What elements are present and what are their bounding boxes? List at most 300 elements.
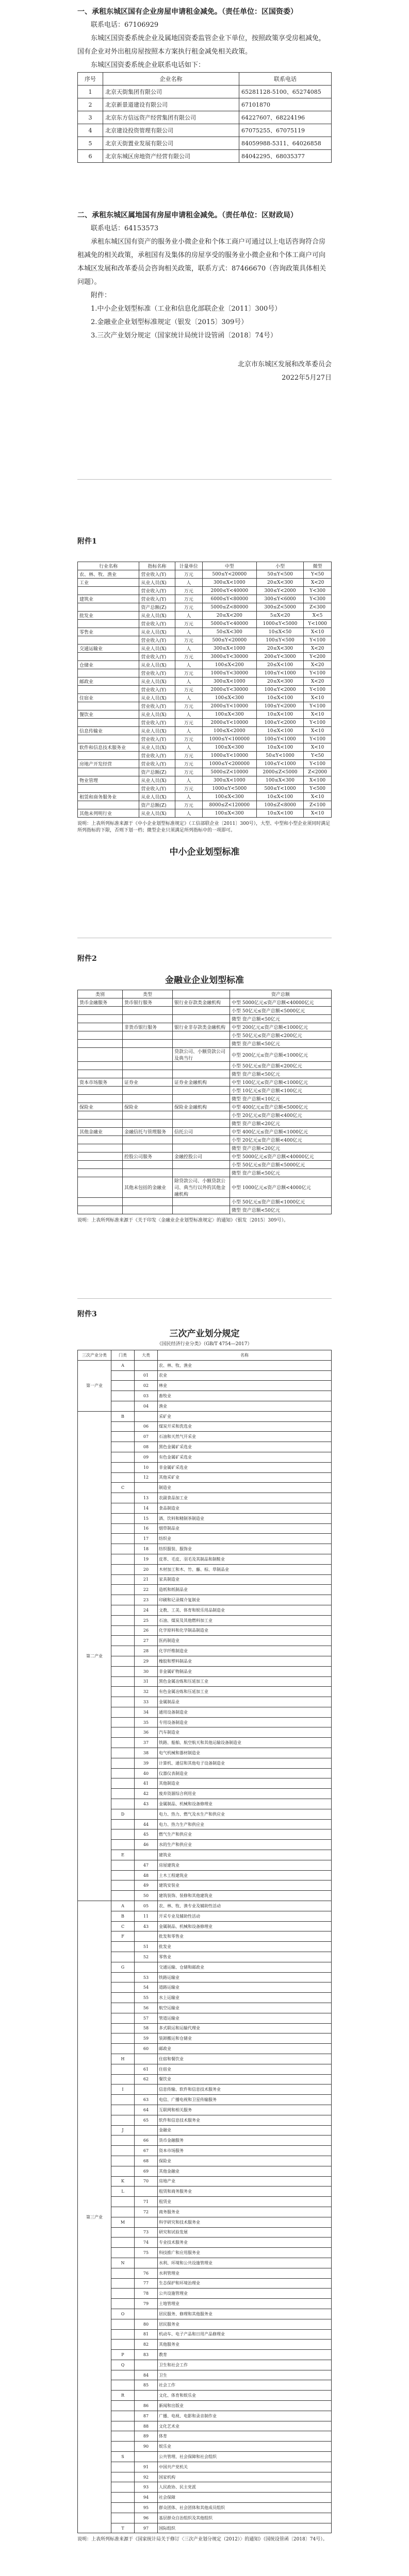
- table-cell: 新闻和出版业: [158, 2401, 332, 2411]
- table-cell: 人: [175, 694, 202, 702]
- table-cell: [135, 2084, 158, 2095]
- table-cell: Z<100: [304, 801, 332, 809]
- table-header-cell: 中型: [202, 562, 256, 570]
- table-cell: 31: [135, 1676, 158, 1687]
- table-cell: 20≤X<100: [256, 661, 303, 669]
- table-row: [78, 2023, 332, 2033]
- table-row: [78, 1144, 332, 1153]
- table-header-cell: 行业名称: [78, 562, 139, 570]
- table-row: [78, 1544, 332, 1554]
- table-cell: [173, 1120, 230, 1128]
- table-cell: 货币金融服务: [158, 2136, 332, 2146]
- table-cell: G: [111, 1962, 135, 1972]
- table-cell: [111, 2023, 135, 2033]
- table-row: [78, 2309, 332, 2319]
- table-cell: 56: [135, 2003, 158, 2013]
- table-cell: 货币银行服务: [123, 998, 173, 1007]
- table-cell: [78, 1015, 123, 1023]
- table-row: [78, 776, 332, 785]
- table-cell: R: [111, 2391, 135, 2401]
- table-cell: 北京天街置业发展有限公司: [103, 137, 239, 150]
- table-row: [78, 2360, 332, 2370]
- table-cell: 人: [175, 579, 202, 587]
- table-cell: [111, 2340, 135, 2350]
- table-cell: 100≤X<2000: [202, 727, 256, 735]
- table-cell: 82: [135, 2340, 158, 2350]
- table-row: [78, 1031, 332, 1040]
- table-row: [78, 1153, 332, 1161]
- table-cell: [111, 2299, 135, 2309]
- attachment-ref-1: 1.中小企业划型标准（工业和信息化部联企业〔2011〕300号）: [91, 305, 282, 313]
- table-row: [78, 1840, 332, 1850]
- table-cell: 39: [135, 1758, 158, 1768]
- annex-1-label: 附件1: [77, 537, 97, 546]
- table-cell: 万元: [175, 595, 202, 603]
- table-cell: [111, 1942, 135, 1952]
- table-cell: 教育: [158, 2350, 332, 2360]
- table-cell: 租赁和商务服务业: [158, 2187, 332, 2197]
- table-cell: [173, 1161, 230, 1169]
- table-cell: 100≤X<300: [202, 743, 256, 752]
- table-cell: [123, 1062, 173, 1070]
- table-row: [78, 2044, 332, 2054]
- table-row: [78, 735, 332, 743]
- table-row: [78, 1198, 332, 1206]
- table-cell: 300≤Y<2000: [256, 587, 303, 595]
- table-cell: [111, 2146, 135, 2156]
- table-cell: Q: [111, 2360, 135, 2370]
- table-cell: 农、林、牧、渔专业及辅助性活动: [158, 1901, 332, 1911]
- table-cell: [135, 2360, 158, 2370]
- table-cell: [111, 1748, 135, 1758]
- table-cell: [123, 1015, 173, 1023]
- table-cell: [111, 2197, 135, 2207]
- table-cell: X<10: [304, 809, 332, 818]
- table-row: [78, 595, 332, 603]
- table-cell: [111, 1615, 135, 1625]
- table-cell: 北京东城区房地资产经营有限公司: [103, 150, 239, 163]
- table-cell: [78, 1095, 123, 1103]
- table-cell: 09: [135, 1452, 158, 1462]
- table-cell: 微型 资产总额<10亿元: [230, 1095, 332, 1103]
- table-cell: X<5: [304, 612, 332, 620]
- table-row: [78, 1015, 332, 1023]
- section-1-heading: 一、承租东城区国有企业房屋申请租金减免。（责任单位：区国资委）: [77, 8, 298, 16]
- table-row: [78, 1666, 332, 1676]
- table-cell: [111, 1687, 135, 1697]
- table-row: [78, 1931, 332, 1942]
- table-cell: [78, 653, 139, 661]
- table-cell: 研究和试验发展: [158, 2227, 332, 2238]
- table-row: [78, 2095, 332, 2105]
- table-cell: [78, 1070, 123, 1078]
- table-row: [78, 587, 332, 595]
- table-cell: 20≤X<300: [256, 579, 303, 587]
- table-cell: [135, 1483, 158, 1493]
- table-cell: [111, 1636, 135, 1646]
- table-row: [78, 2421, 332, 2431]
- table-row: [78, 2166, 332, 2176]
- table-row: [78, 1206, 332, 1214]
- table-cell: [111, 1982, 135, 1993]
- table-cell: 从业人员(X): [139, 743, 175, 752]
- table-cell: 社会工作: [158, 2380, 332, 2391]
- table-cell: [173, 1136, 230, 1144]
- table-row: [78, 1421, 332, 1432]
- table-cell: [111, 1421, 135, 1432]
- table-cell: Y<50: [304, 752, 332, 760]
- table-cell: 100≤Y<2000: [256, 686, 303, 694]
- table-cell: B: [111, 1411, 135, 1421]
- table-cell: [111, 2421, 135, 2431]
- table-header-cell: 名称: [158, 1350, 332, 1361]
- table-cell: [173, 1144, 230, 1153]
- table-cell: 小型 20亿元≤资产总额<400亿元: [230, 1111, 332, 1120]
- table-cell: [111, 2411, 135, 2421]
- table-cell: 94: [135, 2493, 158, 2503]
- table-row: [78, 793, 332, 801]
- table-row: [78, 1636, 332, 1646]
- table-header-cell: 三次产业分类: [78, 1350, 111, 1361]
- table-cell: 物业管理: [78, 776, 139, 785]
- table-row: [78, 1901, 332, 1911]
- table-row: [78, 1111, 332, 1120]
- table-cell: 电信、广播电视和卫星传输服务: [158, 2095, 332, 2105]
- table-cell: 卫生: [158, 2370, 332, 2380]
- table-row: [78, 1778, 332, 1789]
- table-cell: 100≤X<300: [202, 694, 256, 702]
- annex-3-subtitle: 《国民经济行业分类》（GB/T 4754—2017）: [157, 1342, 252, 1347]
- table-row: [78, 1370, 332, 1381]
- table-cell: 5000≤Y<40000: [202, 620, 256, 628]
- table-row: [78, 2115, 332, 2125]
- table-cell: [111, 2380, 135, 2391]
- table-cell: 群众团体、社会团体和其他成员组织: [158, 2503, 332, 2513]
- table-header-cell: 小型: [256, 562, 303, 570]
- table-cell: 4: [78, 124, 103, 137]
- table-cell: [111, 1697, 135, 1707]
- table-cell: A: [111, 1901, 135, 1911]
- section-2-phone: 联系电话：64153573: [91, 225, 159, 232]
- table-cell: 木材加工和木、竹、藤、棕、草制品业: [158, 1564, 332, 1574]
- table-cell: E: [111, 1850, 135, 1860]
- table-cell: [111, 1738, 135, 1748]
- table-cell: [111, 1727, 135, 1738]
- table-cell: 营业收入(Y): [139, 735, 175, 743]
- table-cell: [111, 2442, 135, 2452]
- table-cell: 10: [135, 1462, 158, 1472]
- table-cell: 文化艺术业: [158, 2421, 332, 2431]
- table-cell: N: [111, 2258, 135, 2268]
- table-cell: 万元: [175, 752, 202, 760]
- table-cell: 53: [135, 1972, 158, 1982]
- table-cell: 建筑装饰、装修和其他建筑业: [158, 1891, 332, 1901]
- table-row: [78, 1534, 332, 1544]
- table-cell: 有色金属矿采选业: [158, 1452, 332, 1462]
- table-cell: 70: [135, 2176, 158, 2187]
- table-cell: 农、林、牧、渔业: [158, 1360, 332, 1370]
- table-cell: 石油、煤炭及其他燃料加工业: [158, 1615, 332, 1625]
- table-row: [78, 2503, 332, 2513]
- table-cell: 通用设备制造业: [158, 1707, 332, 1717]
- table-cell: [111, 2013, 135, 2023]
- table-cell: 万元: [175, 801, 202, 809]
- table-cell: [111, 1676, 135, 1687]
- table-cell: 批发业: [78, 612, 139, 620]
- table-cell: 广播、电视、电影和录音制作业: [158, 2411, 332, 2421]
- table-cell: [111, 1564, 135, 1574]
- section-1-paragraph: 东城区国资委系统企业及属地国资委监管企业下单位，按照政策享受房租减免，国有企业对外出租房屋按照本方案执行租金减免相关政策。: [77, 35, 326, 56]
- table-cell: 金属制品、机械和设备修理业: [158, 1799, 332, 1809]
- table-cell: [111, 1880, 135, 1891]
- table-cell: 软件和信息技术服务业: [78, 743, 139, 752]
- table-cell: 从业人员(X): [139, 645, 175, 653]
- table-cell: 资产总额(Z): [139, 768, 175, 776]
- table-row: [78, 1087, 332, 1095]
- table-cell: 住宿和餐饮业: [158, 2054, 332, 2064]
- table-row: [78, 86, 332, 98]
- table-cell: 铁路运输业: [158, 1972, 332, 1982]
- table-row: [78, 677, 332, 686]
- table-row: [78, 760, 332, 768]
- table-cell: 5≤X<20: [256, 612, 303, 620]
- table-cell: 医药制造业: [158, 1636, 332, 1646]
- table-cell: 69: [135, 2166, 158, 2176]
- table-cell: 住宿业: [158, 2064, 332, 2074]
- table-cell: 68: [135, 2156, 158, 2166]
- table-row: [78, 2391, 332, 2401]
- table-cell: 居民服务业: [158, 2319, 332, 2329]
- table-cell: [111, 2482, 135, 2493]
- table-cell: [78, 1031, 123, 1040]
- table-cell: 万元: [175, 785, 202, 793]
- table-row: [78, 661, 332, 669]
- table-cell: 万元: [175, 570, 202, 579]
- table-cell: [123, 1169, 173, 1177]
- table-cell: 皮革、毛皮、羽毛及其制品和制鞋业: [158, 1554, 332, 1564]
- table-cell: [173, 1031, 230, 1040]
- table-cell: [123, 1087, 173, 1095]
- table-cell: 85: [135, 2380, 158, 2391]
- table-cell: 水利、环境和公共设施管理业: [158, 2258, 332, 2268]
- table-row: [78, 2064, 332, 2074]
- table-cell: 土地管理业: [158, 2299, 332, 2309]
- table-cell: 26: [135, 1625, 158, 1636]
- table-row: [78, 2482, 332, 2493]
- table-cell: 10≤X<100: [256, 743, 303, 752]
- table-cell: 其他制造业: [158, 1778, 332, 1789]
- table-cell: 餐饮业: [78, 710, 139, 719]
- table-cell: 84042295、68035377: [239, 150, 332, 163]
- table-cell: 小型 20亿元≤资产总额<400亿元: [230, 1136, 332, 1144]
- table-row: [78, 2136, 332, 2146]
- table-cell: 37: [135, 1738, 158, 1748]
- table-row: [78, 1809, 332, 1819]
- table-cell: 79: [135, 2299, 158, 2309]
- table-cell: 万元: [175, 669, 202, 677]
- table-cell: [111, 2033, 135, 2044]
- table-cell: 从业人员(X): [139, 694, 175, 702]
- table-row: [78, 1062, 332, 1070]
- table-cell: 农副食品加工业: [158, 1493, 332, 1503]
- table-cell: [123, 1048, 173, 1062]
- table-cell: [111, 2044, 135, 2054]
- table-cell: 1000≤Y<100000: [202, 735, 256, 743]
- table-cell: 仓储业: [78, 661, 139, 669]
- industry-division-table: [77, 1350, 332, 2533]
- table-cell: [173, 1198, 230, 1206]
- table-cell: 营业收入(Y): [139, 702, 175, 710]
- table-cell: [78, 785, 139, 793]
- table-cell: 化学原料和化学制品制造业: [158, 1625, 332, 1636]
- table-cell: [111, 1870, 135, 1880]
- table-cell: 从业人员(X): [139, 727, 175, 735]
- table-row: [78, 1493, 332, 1503]
- table-cell: X<10: [304, 727, 332, 735]
- table-row: [78, 1595, 332, 1605]
- table-cell: 居民服务、修理和其他服务业: [158, 2309, 332, 2319]
- table-cell: [78, 719, 139, 727]
- table-cell: 10≤X<100: [256, 694, 303, 702]
- table-cell: H: [111, 2054, 135, 2064]
- table-cell: 89: [135, 2431, 158, 2442]
- table-cell: 小型 50亿元≤资产总额<200亿元: [230, 1031, 332, 1040]
- table-cell: [173, 1040, 230, 1048]
- table-cell: [123, 1198, 173, 1206]
- table-cell: 8000≤Z<120000: [202, 801, 256, 809]
- table-cell: [78, 1087, 123, 1095]
- table-row: [78, 1503, 332, 1513]
- table-row: [78, 1585, 332, 1595]
- table-cell: [111, 1472, 135, 1483]
- table-cell: 燃气生产和供应业: [158, 1829, 332, 1840]
- table-cell: [111, 1585, 135, 1595]
- table-cell: 微型 资产总额<50亿元: [230, 1169, 332, 1177]
- table-cell: [78, 702, 139, 710]
- table-cell: 商务服务业: [158, 2207, 332, 2217]
- table-cell: [78, 1161, 123, 1169]
- table-cell: [111, 2166, 135, 2176]
- table-row: [78, 1411, 332, 1421]
- table-cell: I: [111, 2084, 135, 2095]
- table-cell: 2: [78, 98, 103, 111]
- table-row: [78, 1177, 332, 1198]
- table-cell: Y<100: [304, 636, 332, 645]
- table-row: [78, 2197, 332, 2207]
- table-cell: 1: [78, 86, 103, 98]
- table-cell: 5000≤Z<80000: [202, 603, 256, 612]
- table-cell: 金融业: [158, 2125, 332, 2136]
- table-row: [78, 2054, 332, 2064]
- table-cell: 卫生和社会工作: [158, 2360, 332, 2370]
- table-cell: 制造业: [158, 1483, 332, 1493]
- table-cell: [111, 1534, 135, 1544]
- table-cell: 33: [135, 1697, 158, 1707]
- table-cell: 营业收入(Y): [139, 595, 175, 603]
- attachment-ref-2: 2.金融业企业划型标准规定（银发〔2015〕309号）: [91, 318, 248, 326]
- table-row: [78, 1850, 332, 1860]
- table-cell: [111, 2268, 135, 2278]
- table-cell: [111, 1493, 135, 1503]
- table-cell: 78: [135, 2289, 158, 2299]
- table-row: [78, 111, 332, 124]
- table-cell: 资产总额(Z): [139, 801, 175, 809]
- table-cell: 100≤X<200: [202, 661, 256, 669]
- table-cell: 18: [135, 1544, 158, 1554]
- table-cell: [111, 2064, 135, 2074]
- table-cell: 采矿业: [158, 1411, 332, 1421]
- table-cell: 13: [135, 1493, 158, 1503]
- table-cell: 电力、热力生产和供应业: [158, 1819, 332, 1829]
- table-row: [78, 1048, 332, 1062]
- table-cell: 计算机、通信和其他电子设备制造业: [158, 1758, 332, 1768]
- section-2: [77, 209, 332, 385]
- table-cell: 55: [135, 1993, 158, 2003]
- table-cell: 银行业非存款类金融机构: [173, 1023, 230, 1031]
- table-cell: 微型 资产总额<50亿元: [230, 1206, 332, 1214]
- table-row: [78, 768, 332, 776]
- section-1: [77, 5, 332, 163]
- table-cell: 微型 资产总额<50亿元: [230, 1070, 332, 1078]
- table-cell: M: [111, 2217, 135, 2227]
- table-cell: 从业人员(X): [139, 612, 175, 620]
- table-cell: J: [111, 2125, 135, 2136]
- table-cell: 08: [135, 1442, 158, 1452]
- table-cell: [111, 2095, 135, 2105]
- table-cell: L: [111, 2187, 135, 2197]
- table-cell: X<10: [304, 793, 332, 801]
- table-cell: [123, 1136, 173, 1144]
- table-cell: 42: [135, 1789, 158, 1799]
- table-cell: 300≤Y<6000: [256, 595, 303, 603]
- table-cell: 300≤X<1000: [202, 776, 256, 785]
- table-cell: 印刷和记录媒介复制业: [158, 1595, 332, 1605]
- table-row: [78, 1120, 332, 1128]
- table-header-cell: 大类: [135, 1350, 158, 1361]
- table-cell: F: [111, 1931, 135, 1942]
- table-cell: 2000≤Z<5000: [256, 768, 303, 776]
- annex-3-title: 三次产业划分规定: [169, 1329, 240, 1339]
- table-cell: 100≤X<300: [202, 809, 256, 818]
- table-cell: 畜牧业: [158, 1391, 332, 1401]
- table-cell: 娱乐业: [158, 2442, 332, 2452]
- table-cell: 土木工程建筑业: [158, 1870, 332, 1880]
- table-header-cell: 联系电话: [239, 73, 332, 86]
- table-cell: [78, 1048, 123, 1062]
- table-cell: [111, 1860, 135, 1870]
- table-row: [78, 1962, 332, 1972]
- table-cell: [78, 1062, 123, 1070]
- table-cell: 77: [135, 2278, 158, 2289]
- table-row: [78, 1360, 332, 1370]
- table-row: [78, 752, 332, 760]
- table-cell: 航空运输业: [158, 2003, 332, 2013]
- table-cell: [111, 1666, 135, 1676]
- table-row: [78, 2238, 332, 2248]
- table-cell: 2000≤Y<10000: [202, 719, 256, 727]
- table-cell: 59: [135, 2033, 158, 2044]
- table-row: [78, 1860, 332, 1870]
- table-header-row: [78, 562, 332, 570]
- table-row: [78, 1768, 332, 1778]
- table-cell: 北京新景道建设有限公司: [103, 98, 239, 111]
- table-row: [78, 2146, 332, 2156]
- table-cell: [135, 1809, 158, 1819]
- table-cell: 营业收入(Y): [139, 752, 175, 760]
- table-cell: 人: [175, 612, 202, 620]
- table-cell: 72: [135, 2207, 158, 2217]
- table-cell: [123, 1206, 173, 1214]
